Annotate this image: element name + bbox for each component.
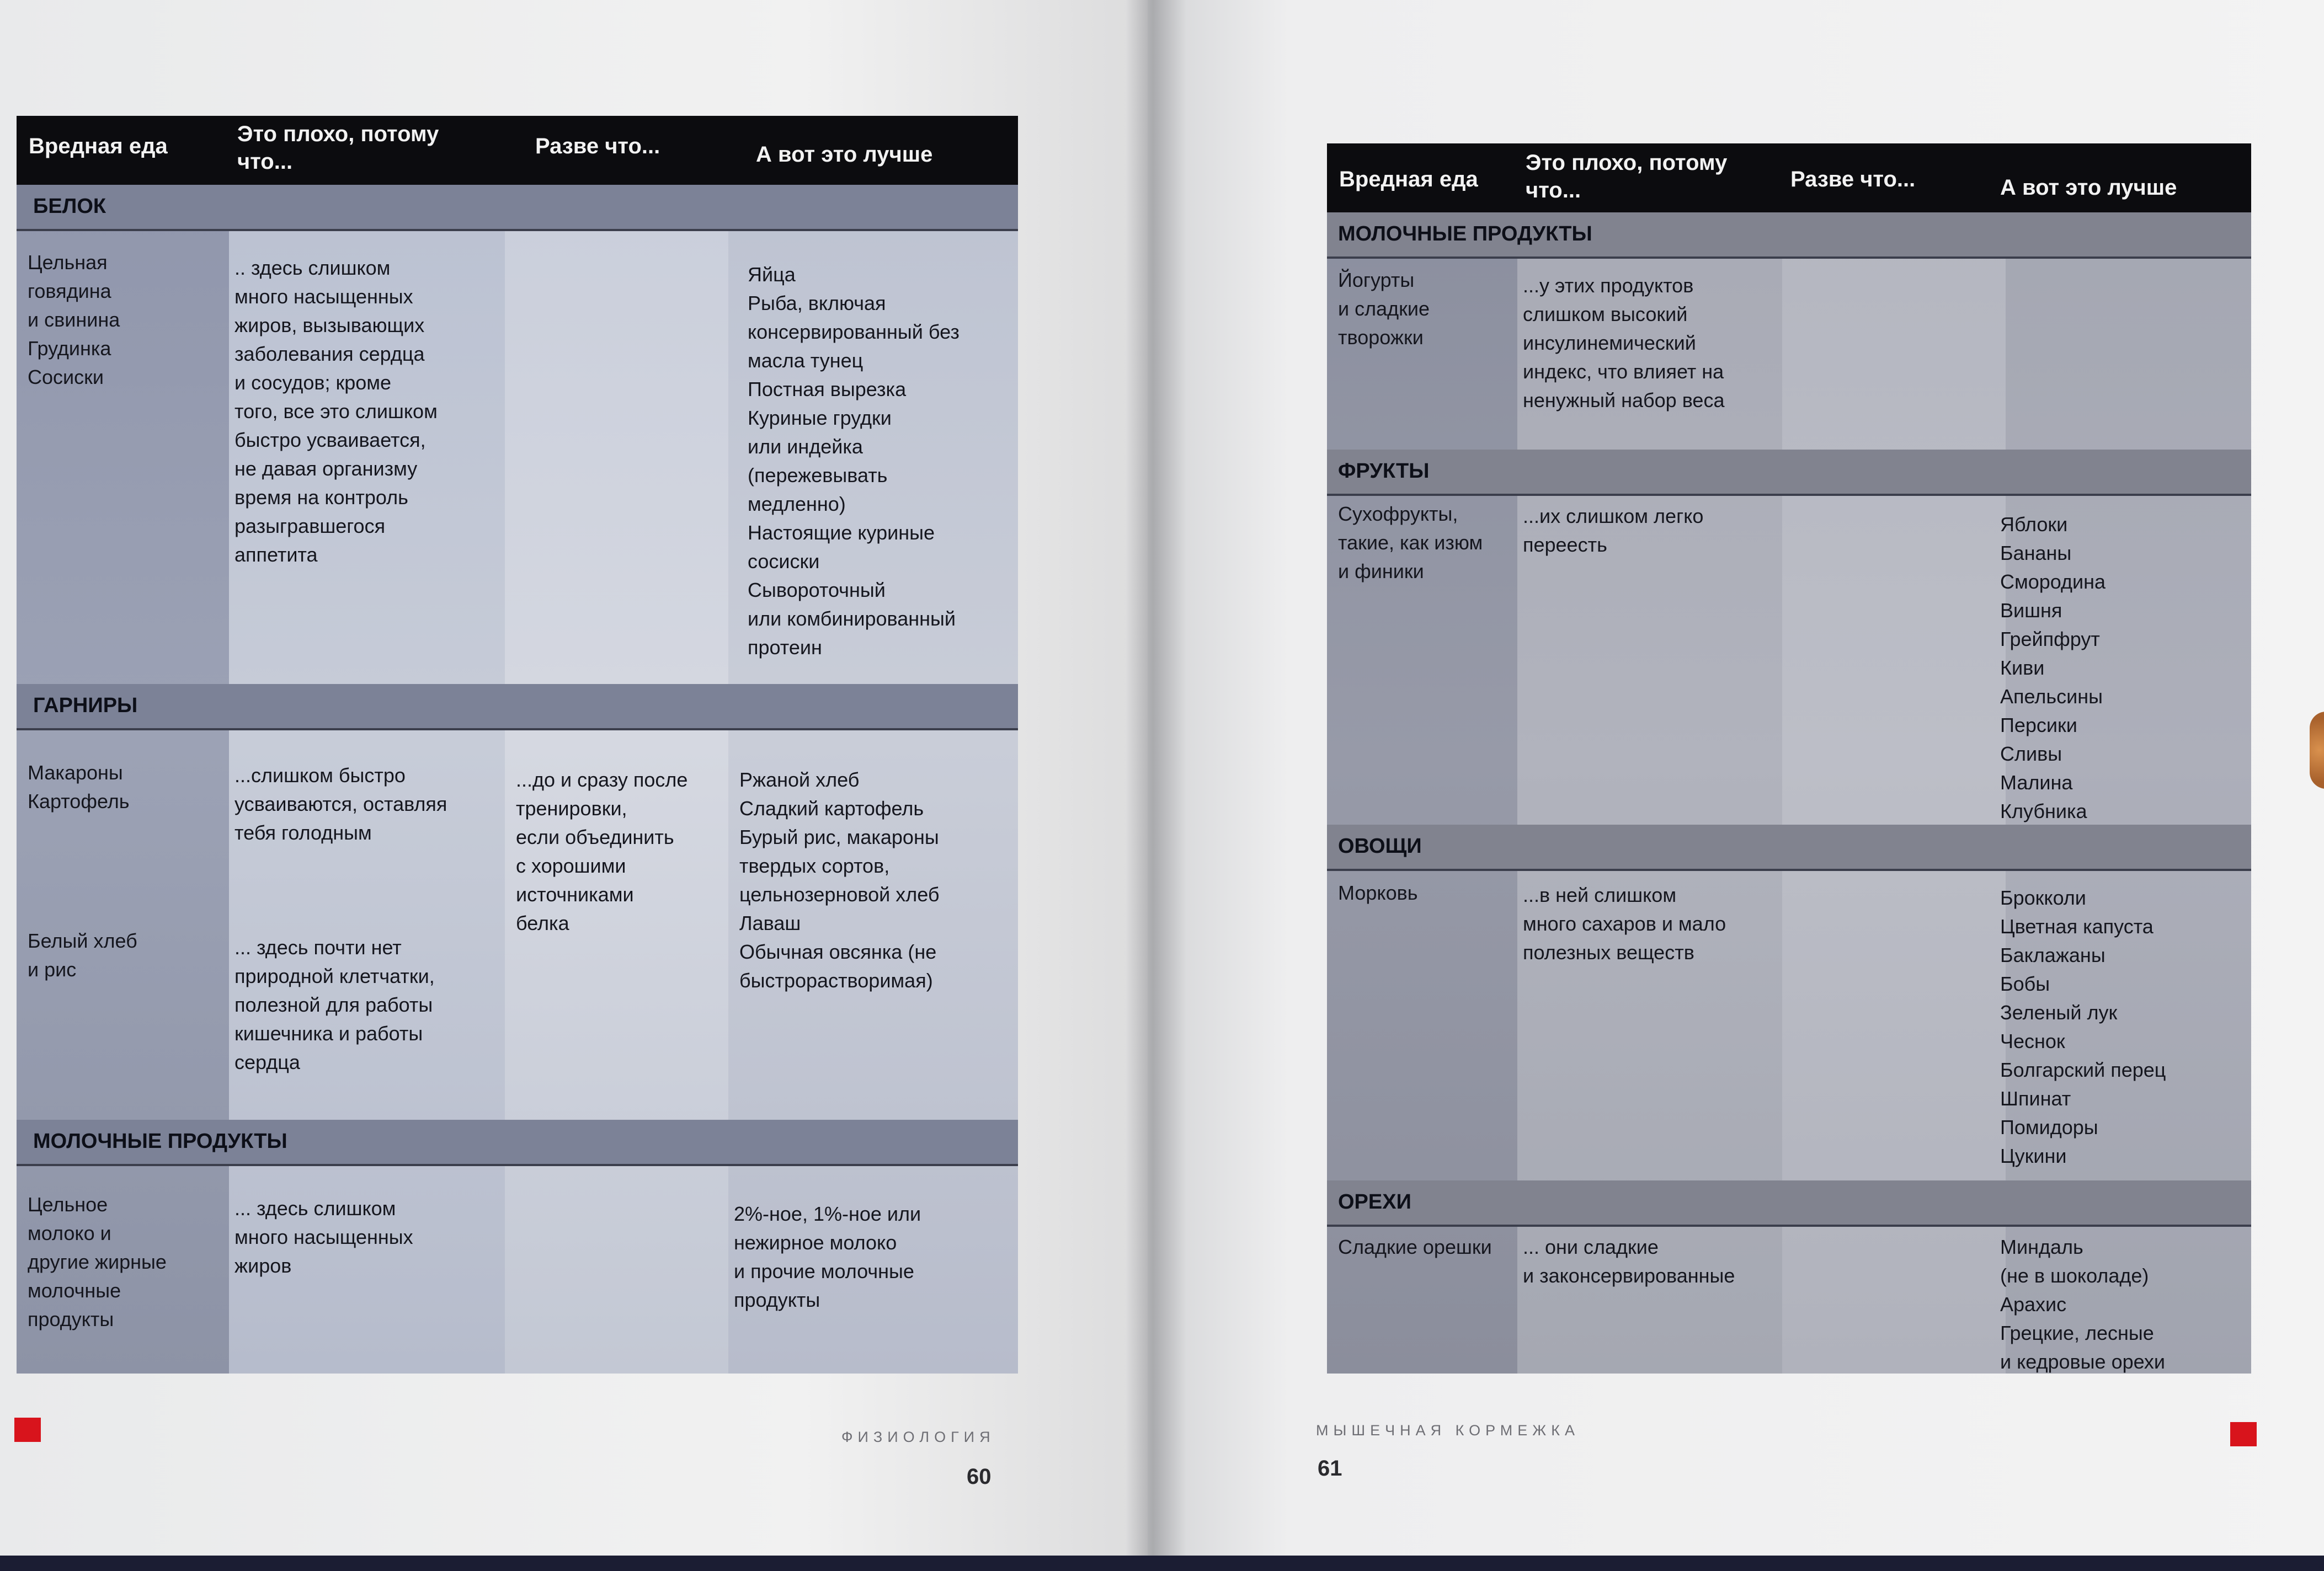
section-band [1327, 450, 2251, 496]
section-band [17, 684, 1018, 730]
table-header [17, 116, 1018, 185]
section-band [1327, 212, 2251, 259]
header-unless: Разве что... [535, 134, 660, 158]
cell-unless: ...до и сразу после тренировки, если объединить с хорошими источниками белка [516, 768, 688, 934]
cell-better: Ржаной хлеб Сладкий картофель Бурый рис, макароны твердых сортов, цельнозерновой хлеб Лаваш Обычная овсянка (не быстрорастворимая) [739, 768, 940, 992]
cell-reason: ... они сладкие и законсервированные [1523, 1236, 1735, 1287]
page-number: 61 [1318, 1456, 1342, 1481]
section-title: МОЛОЧНЫЕ ПРОДУКТЫ [1338, 222, 1592, 245]
cell-reason: ...в ней слишком много сахаров и мало полезных веществ [1523, 884, 1726, 964]
cell-food: Цельное молоко и другие жирные молочные продукты [28, 1193, 167, 1330]
section-band [17, 185, 1018, 231]
section-band [1327, 1180, 2251, 1227]
page-number: 60 [967, 1465, 992, 1489]
right-food-table [1327, 143, 2251, 1374]
header-harmful-food: Вредная еда [29, 134, 168, 158]
cell-better: Брокколи Цветная капуста Баклажаны Бобы Зеленый лук Чеснок Болгарский перец Шпинат Помидоры Цукини [2000, 886, 2166, 1167]
cell-reason: ...их слишком легко переесть [1523, 505, 1704, 556]
cell-food: Сухофрукты, такие, как изюм и финики [1338, 503, 1483, 583]
header-better: А вот это лучше [2000, 175, 2177, 200]
cell-reason: ...у этих продуктов слишком высокий инсулинемический индекс, что влияет на ненужный набор веса [1523, 274, 1725, 412]
section-title: МОЛОЧНЫЕ ПРОДУКТЫ [33, 1130, 287, 1153]
book-gutter [1126, 0, 1186, 1556]
header-unless: Разве что... [1790, 167, 1916, 191]
column-bg-unless [505, 116, 728, 1374]
running-head: ФИЗИОЛОГИЯ [841, 1429, 995, 1445]
section-band [17, 1120, 1018, 1166]
section-title: БЕЛОК [33, 195, 106, 218]
section-title: ГАРНИРЫ [33, 694, 138, 717]
section-title: ОВОЩИ [1338, 835, 1422, 858]
left-food-table [17, 116, 1018, 1374]
cell-food: Сладкие орешки [1338, 1236, 1492, 1258]
header-harmful-food: Вредная еда [1339, 167, 1478, 191]
cell-better: Миндаль (не в шоколаде) Арахис Грецкие, лесные и кедровые орехи [2000, 1236, 2165, 1373]
header-better: А вот это лучше [756, 142, 933, 167]
section-title: ОРЕХИ [1338, 1190, 1411, 1214]
cell-reason: ...слишком быстро усваиваются, оставляя тебя голодным [234, 764, 447, 844]
cell-food: Цельная говядина и свинина Грудинка Сосиски [28, 251, 120, 388]
cell-better: Яйца Рыба, включая консервированный без масла тунец Постная вырезка Куриные грудки или индейка (пережевывать медленно) Настоящие куриные сосиски Сывороточный или комбинированный протеин [748, 263, 960, 659]
cell-reason: ... здесь почти нет природной клетчатки, полезной для работы кишечника и работы сердца [234, 936, 435, 1073]
cell-better: 2%-ное, 1%-ное или нежирное молоко и прочие молочные продукты [734, 1203, 921, 1311]
cell-food: Йогурты и сладкие творожки [1338, 269, 1430, 349]
section-band [1327, 825, 2251, 871]
page-edge-tab [2310, 712, 2324, 789]
red-corner-marker [2230, 1422, 2257, 1446]
header-why-bad: Это плохо, потому что... [1526, 151, 1728, 202]
cell-better: Яблоки Бананы Смородина Вишня Грейпфрут Киви Апельсины Персики Сливы Малина Клубника [2000, 513, 2106, 822]
header-why-bad: Это плохо, потому что... [237, 122, 439, 174]
section-title: ФРУКТЫ [1338, 459, 1430, 483]
cell-food: Морковь [1338, 881, 1418, 904]
running-head: МЫШЕЧНАЯ КОРМЕЖКА [1316, 1422, 1580, 1439]
table-header [1327, 143, 2251, 212]
table-surface [0, 1556, 2324, 1571]
cell-reason: ... здесь слишком много насыщенных жиров [234, 1197, 413, 1277]
cell-reason: .. здесь слишком много насыщенных жиров, вызывающих заболевания сердца и сосудов; кроме того, все это слишком быстро усваивается, не давая организму время на контроль разыгравшегося аппетита [234, 257, 438, 566]
cell-food: Макароны Картофель [28, 761, 130, 813]
red-corner-marker [14, 1418, 41, 1442]
cell-food: Белый хлеб и рис [28, 929, 137, 981]
